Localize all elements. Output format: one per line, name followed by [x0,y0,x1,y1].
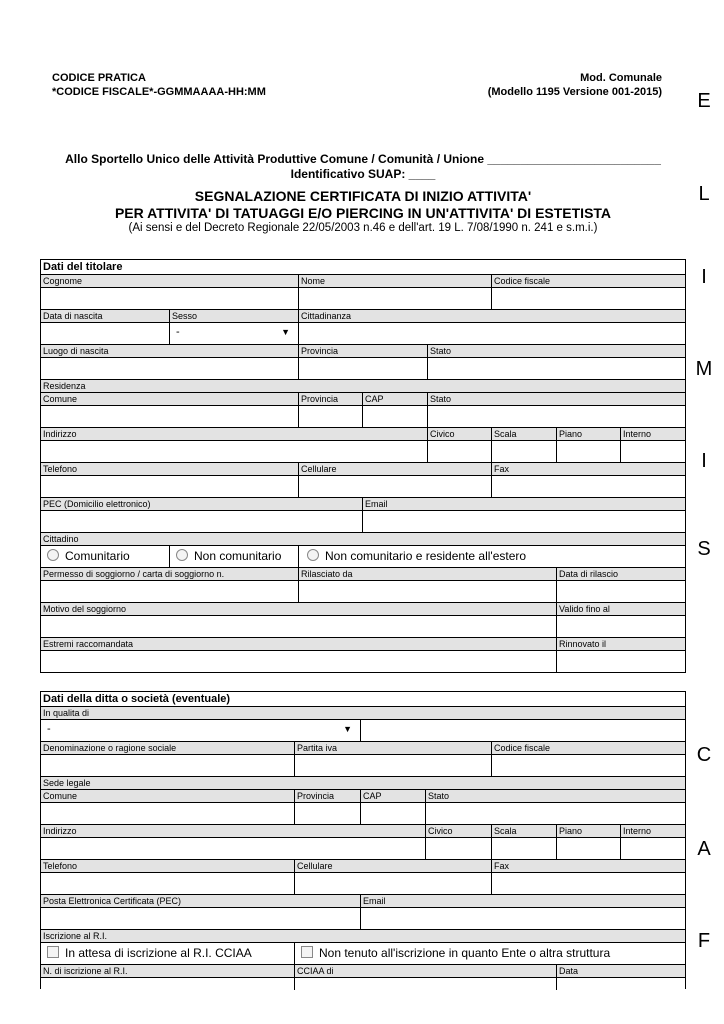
label-cellulare: Cellulare [294,860,333,872]
label-telefono: Telefono [43,464,78,474]
label-scala: Scala [491,825,517,837]
n-iscrizione-field[interactable] [41,978,294,990]
section-title: Dati della ditta o società (eventuale) [41,692,685,707]
telefono-field[interactable] [41,476,298,497]
label-email: Email [362,498,388,510]
radio-non-comunitario[interactable] [169,546,298,567]
ditta-provincia-field[interactable] [294,803,360,824]
label-telefono: Telefono [43,861,78,871]
sesso-select[interactable] [169,323,298,344]
cellulare-field[interactable] [298,476,491,497]
label-stato: Stato [427,393,451,405]
radio-icon [47,549,59,561]
side-letter: M [695,358,713,380]
label-provincia: Provincia [294,790,334,802]
label-denominazione: Denominazione o ragione sociale [43,743,177,753]
provincia-residenza-field[interactable] [298,406,362,427]
stato-residenza-field[interactable] [427,406,685,427]
label-motivo: Motivo del soggiorno [43,604,127,614]
label-scala: Scala [491,428,517,440]
label-sede-legale: Sede legale [43,778,91,788]
email-field[interactable] [362,511,685,532]
codice-fiscale-field[interactable] [491,288,685,309]
cognome-field[interactable] [41,288,298,309]
radio-icon [307,549,319,561]
ditta-telefono-field[interactable] [41,873,294,894]
denominazione-field[interactable] [41,755,294,776]
radio-label: Non comunitario e residente all'estero [325,549,527,563]
cap-residenza-field[interactable] [362,406,427,427]
radio-label: Comunitario [65,549,130,563]
radio-icon [176,549,188,561]
label-email: Email [360,895,386,907]
provincia-nascita-field[interactable] [298,358,427,379]
comune-residenza-field[interactable] [41,406,298,427]
side-letter: L [698,183,710,205]
ditta-piano-field[interactable] [556,838,620,859]
label-fax: Fax [491,463,509,475]
label-data: Data [556,965,578,977]
piano-field[interactable] [556,441,620,462]
label-residenza: Residenza [43,381,86,391]
ditta-section [40,691,686,989]
label-comune: Comune [43,394,78,404]
label-iscrizione: Iscrizione al R.I. [43,931,108,941]
label-fax: Fax [491,860,509,872]
side-letter: F [697,930,711,952]
identificativo-suap: Identificativo SUAP: ____ [290,167,436,181]
checkbox-label: Non tenuto all'iscrizione in quanto Ente o altra struttura [319,946,611,960]
data-nascita-field[interactable] [41,323,169,344]
label-n-iscrizione: N. di iscrizione al R.I. [43,966,128,976]
side-letter: I [701,450,707,472]
label-permesso: Permesso di soggiorno / carta di soggiorno n. [43,569,225,579]
ditta-comune-field[interactable] [41,803,294,824]
codice-fiscale-pattern: *CODICE FISCALE*-GGMMAAAA-HH:MM [52,86,266,98]
label-rilasciato-da: Rilasciato da [298,568,353,580]
mod-comunale-label: Mod. Comunale [580,72,662,84]
label-cap: CAP [362,393,384,405]
rilasciato-da-field[interactable] [298,581,556,602]
cciaa-field[interactable] [294,978,556,990]
addressee-line: Allo Sportello Unico delle Attività Produttive Comune / Comunità / Unione __________________________ [65,152,661,166]
in-qualita-selected-value: - [47,723,51,735]
nome-field[interactable] [298,288,491,309]
fax-field[interactable] [491,476,685,497]
cittadinanza-field[interactable] [298,323,685,344]
label-cittadinanza: Cittadinanza [298,310,351,322]
label-cognome: Cognome [43,276,83,286]
indirizzo-field[interactable] [41,441,427,462]
ditta-scala-field[interactable] [491,838,556,859]
pec-field[interactable] [41,511,362,532]
ditta-stato-field[interactable] [425,803,685,824]
valido-fino-field[interactable] [556,616,685,637]
ditta-interno-field[interactable] [620,838,685,859]
codice-pratica-label: CODICE PRATICA [52,72,146,84]
ditta-cellulare-field[interactable] [294,873,491,894]
checkbox-label: In attesa di iscrizione al R.I. CCIAA [65,946,252,960]
ditta-codice-fiscale-field[interactable] [491,755,685,776]
luogo-nascita-field[interactable] [41,358,298,379]
label-sesso: Sesso [169,310,197,322]
checkbox-non-tenuto[interactable] [294,943,685,964]
label-indirizzo: Indirizzo [43,826,77,836]
document-subtitle: (Ai sensi e del Decreto Regionale 22/05/2003 n.46 e dell'art. 19 L. 7/08/1990 n. 241 e s.m.i.) [128,222,598,234]
label-stato: Stato [425,790,449,802]
data-iscrizione-field[interactable] [556,978,685,990]
ditta-pec-field[interactable] [41,908,360,929]
label-codice-fiscale: Codice fiscale [491,275,550,287]
label-data-rilascio: Data di rilascio [556,568,618,580]
label-estremi: Estremi raccomandata [43,639,134,649]
document-title-line1: SEGNALAZIONE CERTIFICATA DI INIZIO ATTIVITA' [194,188,532,204]
label-cellulare: Cellulare [298,463,337,475]
label-luogo-nascita: Luogo di nascita [43,346,109,356]
label-interno: Interno [620,825,651,837]
label-pec: PEC (Domicilio elettronico) [43,499,151,509]
label-provincia: Provincia [298,345,338,357]
permesso-field[interactable] [41,581,298,602]
motivo-field[interactable] [41,616,556,637]
checkbox-icon [47,946,59,958]
interno-field[interactable] [620,441,685,462]
ditta-fax-field[interactable] [491,873,685,894]
label-partita-iva: Partita iva [294,742,337,754]
stato-nascita-field[interactable] [427,358,685,379]
document-title-line2: PER ATTIVITA' DI TATUAGGI E/O PIERCING IN UN'ATTIVITA' DI ESTETISTA [114,205,612,221]
scala-field[interactable] [491,441,556,462]
dropdown-arrow-icon: ▼ [343,724,352,734]
side-letter: E [697,90,711,112]
ditta-cap-field[interactable] [360,803,425,824]
label-piano: Piano [556,428,582,440]
checkbox-icon [301,946,313,958]
label-codice-fiscale: Codice fiscale [491,742,550,754]
label-piano: Piano [556,825,582,837]
side-letter: I [701,266,707,288]
side-letter: C [696,744,712,766]
label-civico: Civico [427,428,455,440]
label-cciaa: CCIAA di [294,965,334,977]
label-cap: CAP [360,790,382,802]
label-interno: Interno [620,428,651,440]
modello-version: (Modello 1195 Versione 001-2015) [487,86,662,98]
label-in-qualita: In qualita di [43,708,90,718]
radio-label: Non comunitario [194,549,282,563]
ditta-civico-field[interactable] [425,838,491,859]
radio-non-comunitario-estero[interactable] [298,546,685,567]
ditta-email-field[interactable] [360,908,685,929]
ditta-indirizzo-field[interactable] [41,838,425,859]
label-stato: Stato [427,345,451,357]
label-provincia: Provincia [298,393,338,405]
titolare-section [40,259,686,673]
side-letter: A [697,838,711,860]
section-title: Dati del titolare [41,260,685,275]
label-nome: Nome [298,275,325,287]
civico-field[interactable] [427,441,491,462]
rinnovato-field[interactable] [556,651,685,672]
label-rinnovato: Rinnovato il [556,638,606,650]
side-letter: S [697,538,711,560]
label-valido-fino: Valido fino al [556,603,610,615]
data-rilascio-field[interactable] [556,581,685,602]
in-qualita-select[interactable] [41,720,361,741]
estremi-field[interactable] [41,651,556,672]
sesso-selected-value: - [176,326,180,338]
radio-comunitario[interactable] [41,546,169,567]
label-pec: Posta Elettronica Certificata (PEC) [43,896,182,906]
label-indirizzo: Indirizzo [43,429,77,439]
partita-iva-field[interactable] [294,755,491,776]
dropdown-arrow-icon: ▼ [281,327,290,337]
label-comune: Comune [43,791,78,801]
label-cittadino: Cittadino [43,534,79,544]
label-civico: Civico [425,825,453,837]
label-data-nascita: Data di nascita [43,311,103,321]
checkbox-in-attesa[interactable] [41,943,294,964]
